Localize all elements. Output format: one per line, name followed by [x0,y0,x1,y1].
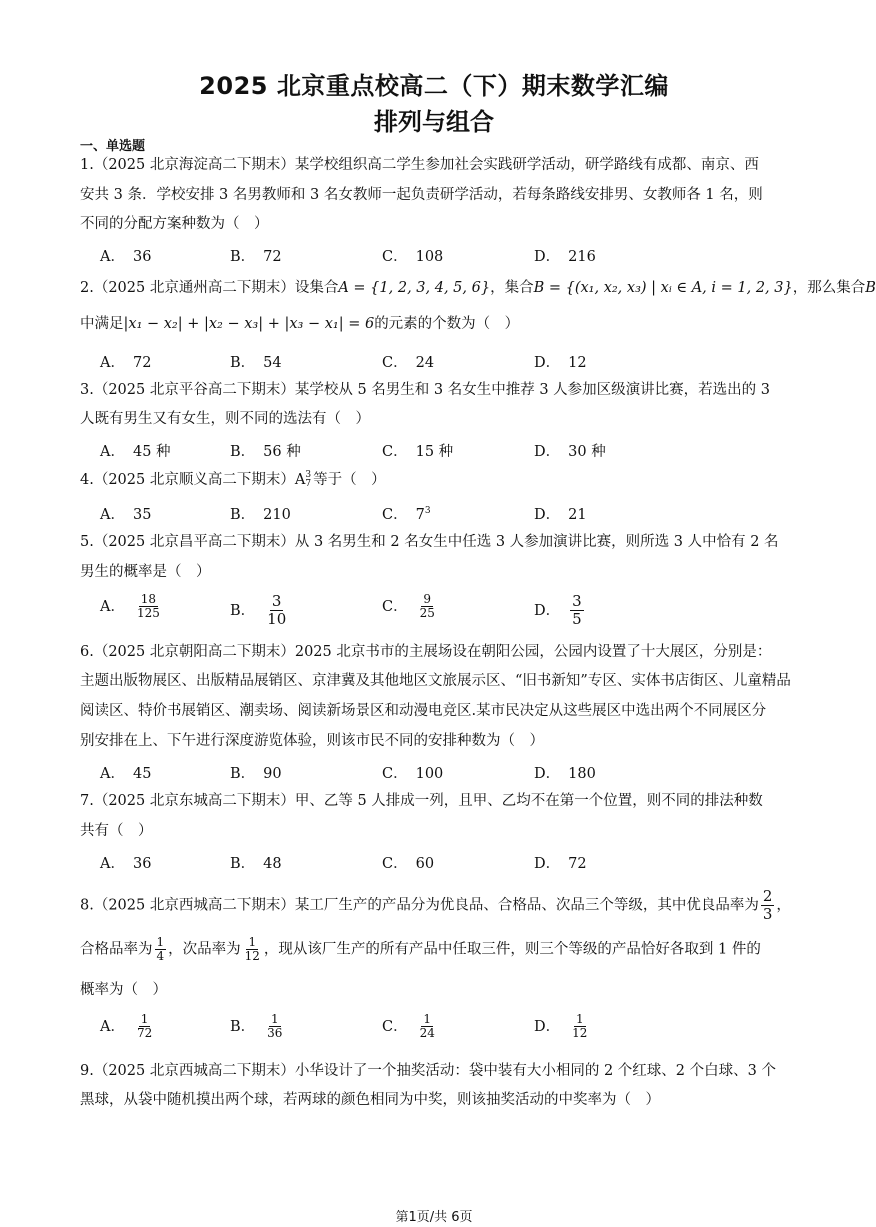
fraction: $\frac{1}{12}$ [572,1012,588,1040]
q4-option-a: A． 35 [100,507,152,523]
fraction: $\frac{9}{25}$ [419,592,435,620]
q8-option-c: C． $\frac{1}{24}$ [382,1012,435,1040]
set-a-expression: A = {1, 2, 3, 4, 5, 6} [338,280,491,296]
q7-option-d: D． 72 [534,856,587,872]
q5-option-a: A． $\frac{18}{125}$ [100,592,160,620]
q6-option-d: D． 180 [534,766,596,782]
q1-option-d: D． 216 [534,249,596,265]
q6-line-1: 6.（2025 北京朝阳高二下期末）2025 北京书市的主展场设在朝阳公园，公园内设置了十大展区，分别是： [80,644,772,660]
q9-line-1: 9.（2025 北京西城高二下期末）小华设计了一个抽奖活动：袋中装有大小相同的 2 个红球、2 个白球、3 个 [80,1063,776,1079]
q8-options [100,1013,800,1049]
q5-line-1: 5.（2025 北京昌平高二下期末）从 3 名男生和 2 名女生中任选 3 人参加演讲比赛，则所选 3 人中恰有 2 名 [80,534,779,550]
fraction: $\frac{1}{24}$ [419,1012,435,1040]
q7-line-1: 7.（2025 北京东城高二下期末）甲、乙等 5 人排成一列，且甲、乙均不在第一个位置，则不同的排法种数 [80,793,763,809]
q2-line-1: 2.（2025 北京通州高二下期末）设集合A = {1, 2, 3, 4, 5, 6}，集合B = {(x₁, x₂, x₃) | xᵢ ∈ A, i = 1, 2, 3}，那么集合B [80,280,876,296]
q9-line-2: 黑球，从袋中随机摸出两个球，若两球的颜色相同为中奖，则该抽奖活动的中奖率为（ ） [80,1092,660,1108]
arrangement-symbol: A 3 7 [294,470,312,489]
q6-options [100,762,800,786]
q5-option-d: D． $\frac{3}{5}$ [534,592,582,628]
q7-option-b: B． 48 [230,856,282,872]
q4-option-d: D． 21 [534,507,587,523]
q4-line-1: 4.（2025 北京顺义高二下期末）A 3 7 等于（ ） [80,470,386,489]
fraction: $\frac{1}{36}$ [267,1012,283,1040]
section-heading: 一、单选题 [80,139,146,154]
q7-options [100,852,800,876]
q2-option-a: A． 72 [100,355,152,371]
q1-line-1: 1.（2025 北京海淀高二下期末）某学校组织高二学生参加社会实践研学活动，研学路线有成都、南京、西 [80,157,759,173]
q1-line-3: 不同的分配方案种数为（ ） [80,216,269,232]
q8-line-3: 概率为（ ） [80,982,167,998]
q5-option-c: C． $\frac{9}{25}$ [382,592,435,620]
q8-line-2: 合格品率为 $\frac{1}{4}$ ，次品率为 $\frac{1}{12}$ ，现从该厂生产的所有产品中任取三件，则三个等级的产品恰好各取到 1 件的 [80,935,761,963]
q2-option-b: B． 54 [230,355,282,371]
q1-option-c: C． 108 [382,249,444,265]
q6-option-c: C． 100 [382,766,444,782]
fraction-one-quarter: $\frac{1}{4}$ [156,935,165,963]
document-subtitle: 排列与组合 [374,108,494,136]
q1-option-b: B． 72 [230,249,282,265]
document-title: 2025 北京重点校高二（下）期末数学汇编 [199,72,669,100]
q1-line-2: 安共 3 条．学校安排 3 名男教师和 3 名女教师一起负责研学活动，若每条路线安排男、女教师各 1 名，则 [80,187,763,203]
fraction: $\frac{1}{72}$ [136,1012,153,1040]
q2-line-2: 中满足|x₁ − x₂| + |x₂ − x₃| + |x₃ − x₁| = 6的元素的个数为（ ） [80,316,520,332]
q7-option-a: A． 36 [100,856,152,872]
q1-options [100,245,800,269]
q8-option-d: D． $\frac{1}{12}$ [534,1012,588,1040]
page-footer: 第1页/共 6页 [395,1210,473,1225]
q7-line-2: 共有（ ） [80,823,153,839]
q6-option-b: B． 90 [230,766,282,782]
q6-line-3: 阅读区、特价书展销区、潮卖场、阅读新场景区和动漫电竞区.某市民决定从这些展区中选出两个不同展区分 [80,703,767,719]
q6-option-a: A． 45 [100,766,152,782]
q3-options [100,440,800,464]
q3-option-a: A． 45 种 [100,444,171,460]
q5-line-2: 男生的概率是（ ） [80,564,211,580]
q8-line-1: 8.（2025 北京西城高二下期末）某工厂生产的产品分为优良品、合格品、次品三个等级，其中优良品率为 $\frac{2}{3}$ ， [80,887,791,923]
q2-options [100,351,800,375]
fraction: $\frac{18}{125}$ [136,592,160,620]
q6-line-4: 别安排在上、下午进行深度游览体验，则该市民不同的安排种数为（ ） [80,733,544,749]
q3-option-d: D． 30 种 [534,444,606,460]
fraction-two-thirds: $\frac{2}{3}$ [762,887,773,923]
q8-option-b: B． $\frac{1}{36}$ [230,1012,283,1040]
q5-options [100,593,800,627]
fraction: $\frac{3}{10}$ [267,592,287,628]
q6-line-2: 主题出版物展区、出版精品展销区、京津冀及其他地区文旅展示区、“旧书新知”专区、实体书店街区、儿童精品 [80,673,791,689]
set-b-expression: B = {(x₁, x₂, x₃) | xᵢ ∈ A, i = 1, 2, 3} [533,280,793,296]
q5-option-b: B． $\frac{3}{10}$ [230,592,287,628]
q8-option-a: A． $\frac{1}{72}$ [100,1012,153,1040]
q3-line-2: 人既有男生又有女生，则不同的选法有（ ） [80,411,370,427]
q4-option-c: C． $7^3$ [382,506,431,523]
q4-options [100,503,800,527]
q3-line-1: 3.（2025 北京平谷高二下期末）某学校从 5 名男生和 3 名女生中推荐 3 人参加区级演讲比赛，若选出的 3 [80,382,771,398]
q1-option-a: A． 36 [100,249,152,265]
q4-option-b: B． 210 [230,507,291,523]
abs-sum-expression: |x₁ − x₂| + |x₂ − x₃| + |x₃ − x₁| = 6 [123,316,375,332]
q7-option-c: C． 60 [382,856,435,872]
q3-option-b: B． 56 种 [230,444,301,460]
fraction-one-twelfth: $\frac{1}{12}$ [244,935,260,963]
q3-option-c: C． 15 种 [382,444,454,460]
fraction: $\frac{3}{5}$ [572,592,582,628]
q2-option-d: D． 12 [534,355,587,371]
q2-option-c: C． 24 [382,355,435,371]
